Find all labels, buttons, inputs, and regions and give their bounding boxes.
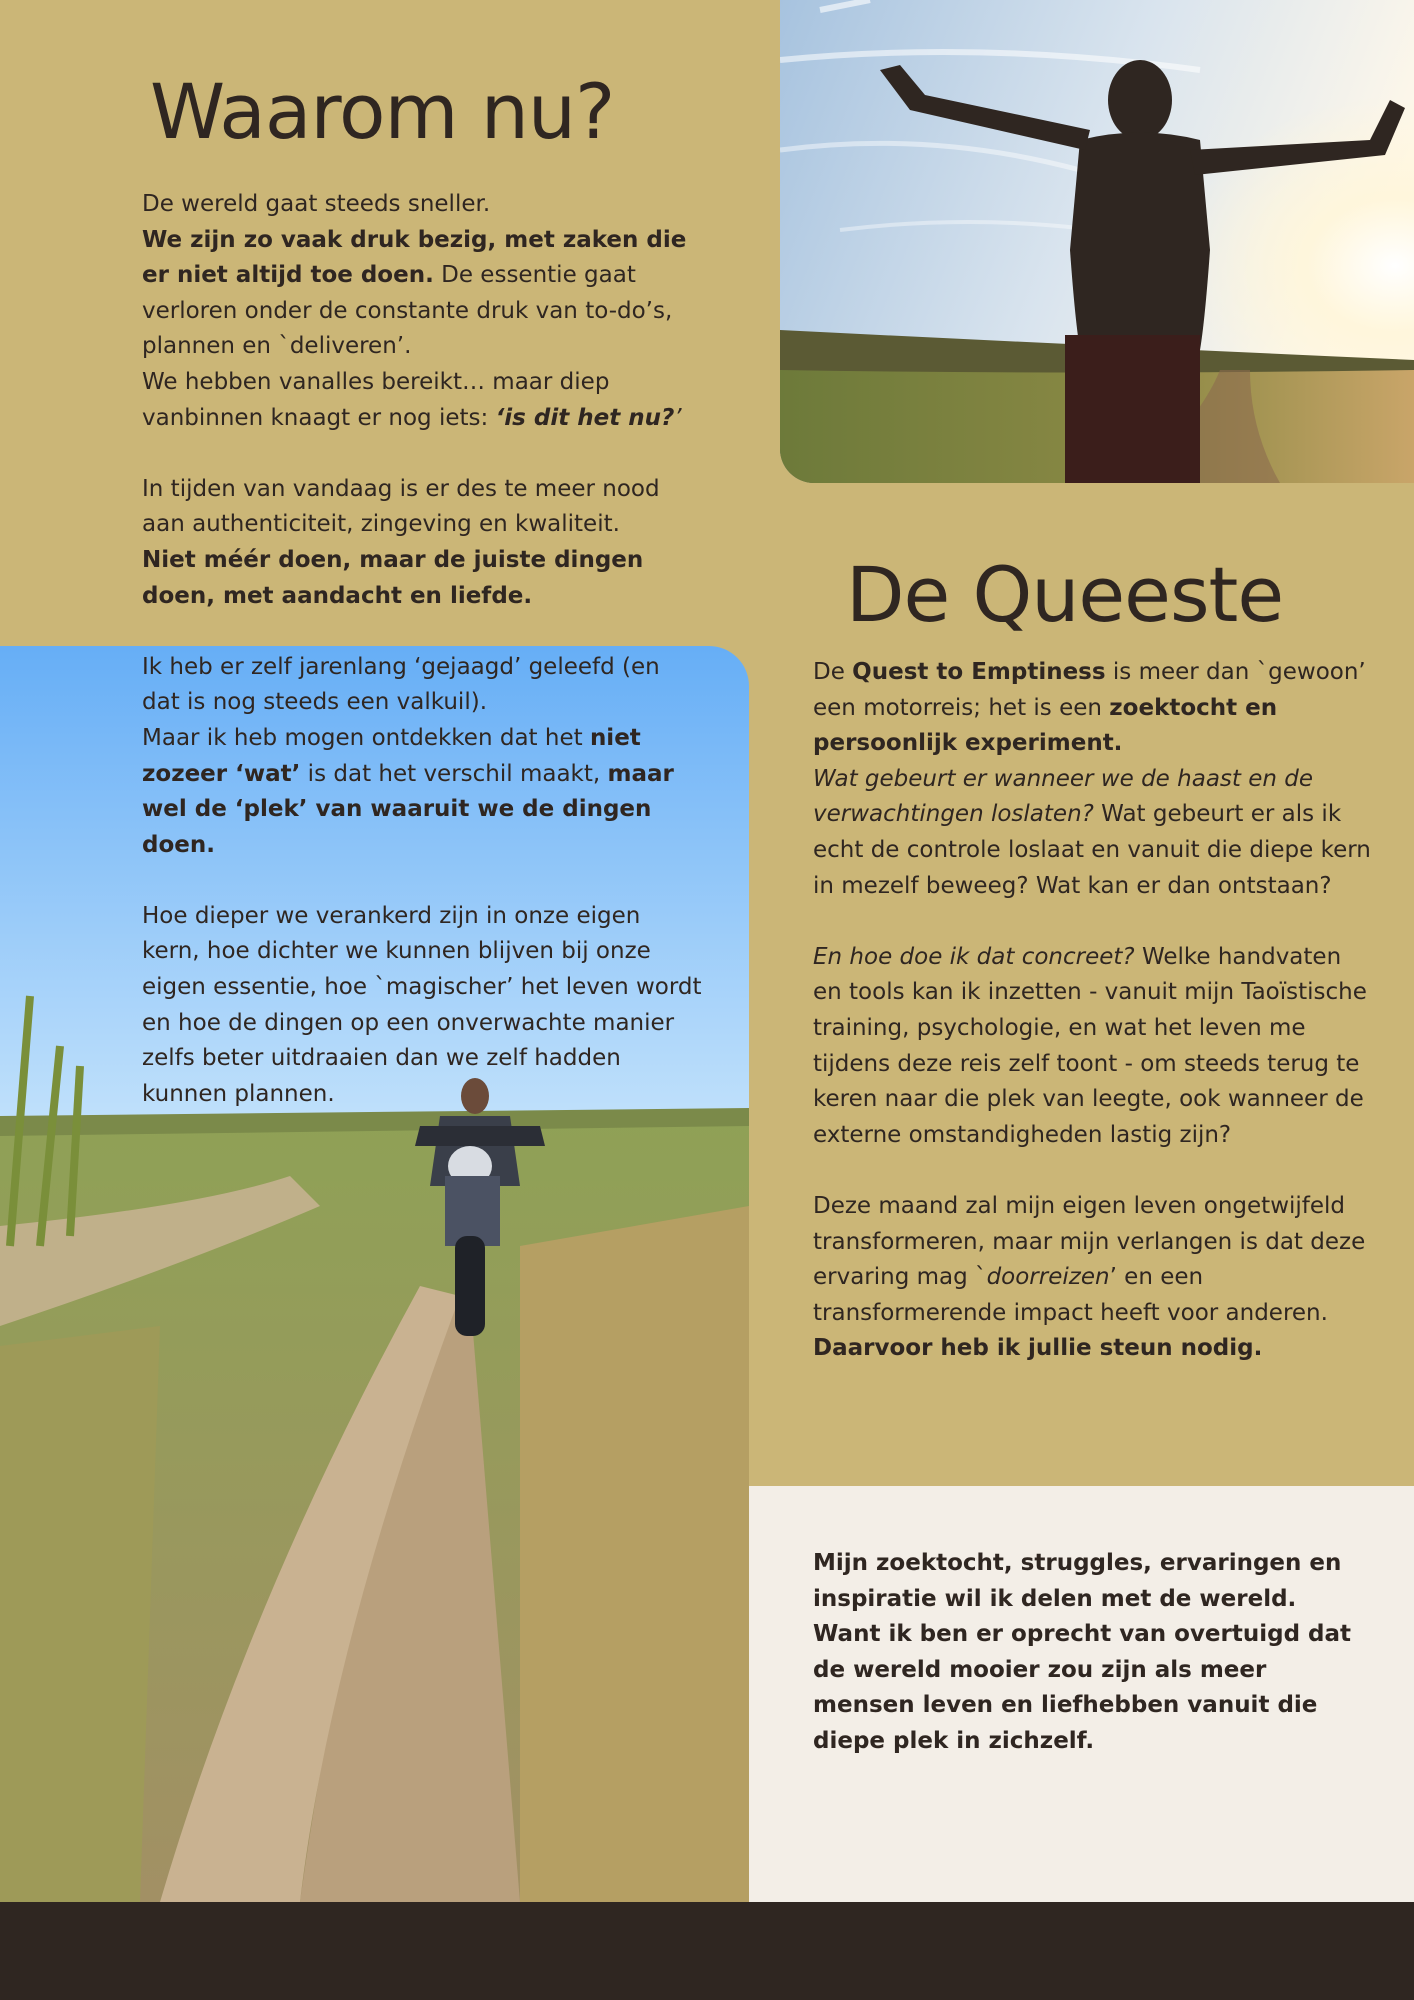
- paragraph: Ik heb er zelf jarenlang ‘gejaagd’ geleefd (en dat is nog steeds een valkuil). Maar ik heb mogen ontdekken dat het niet zozeer ‘wat’ is dat het verschil maakt, maar wel de ‘plek’ van waaruit we de dingen doen.: [142, 653, 674, 858]
- cream-panel-text: [813, 1546, 1373, 1760]
- paragraph: Mijn zoektocht, struggles, ervaringen en inspiratie wil ik delen met de wereld.: [813, 1550, 1342, 1612]
- paragraph: En hoe doe ik dat concreet? Welke handvaten en tools kan ik inzetten - vanuit mijn Taoïstische training, psychologie, en wat het leven me tijdens deze reis zelf toont - om steeds terug te keren naar die plek van leegte, ook wanneer de externe omstandigheden lastig zijn?: [813, 943, 1367, 1148]
- footer-bar: [0, 1902, 1414, 2000]
- paragraph: In tijden van vandaag is er des te meer nood aan authenticiteit, zingeving en kwaliteit. Niet méér doen, maar de juiste dingen doen, met aandacht en liefde.: [142, 475, 660, 609]
- waarom-nu-text: [142, 187, 702, 1112]
- title-de-queeste: De Queeste: [846, 550, 1284, 639]
- paragraph: Hoe dieper we verankerd zijn in onze eigen kern, hoe dichter we kunnen blijven bij onze eigen essentie, hoe `magischer’ het leven wordt en hoe de dingen op een onverwachte manier zelfs beter uitdraaien dan we zelf hadden kunnen plannen.: [142, 902, 702, 1107]
- de-queeste-text: [813, 655, 1373, 1367]
- paragraph: Want ik ben er oprecht van overtuigd dat de wereld mooier zou zijn als meer mensen leven en liefhebben vanuit die diepe plek in zichzelf.: [813, 1621, 1352, 1754]
- paragraph: Deze maand zal mijn eigen leven ongetwijfeld transformeren, maar mijn verlangen is dat deze ervaring mag `doorreizen’ en een transformerende impact heeft voor anderen. Daarvoor heb ik jullie steun nodig.: [813, 1192, 1366, 1362]
- paragraph: De wereld gaat steeds sneller. We zijn zo vaak druk bezig, met zaken die er niet altijd toe doen. De essentie gaat verloren onder de constante druk van to-do’s, plannen en `deliveren’. We hebben vanalles bereikt… maar diep vanbinnen knaagt er nog iets: ‘is dit het nu?’: [142, 191, 687, 431]
- paragraph: De Quest to Emptiness is meer dan `gewoon’ een motorreis; het is een zoektocht en persoonlijk experiment. Wat gebeurt er wanneer we de haast en de verwachtingen loslaten? Wat gebeurt er als ik echt de controle loslaat en vanuit die diepe kern in mezelf beweeg? Wat kan er dan ontstaan?: [813, 659, 1371, 899]
- title-waarom-nu: Waarom nu?: [150, 67, 615, 156]
- sunset-photo: [780, 0, 1414, 483]
- sunset-photo-illustration: [780, 0, 1414, 483]
